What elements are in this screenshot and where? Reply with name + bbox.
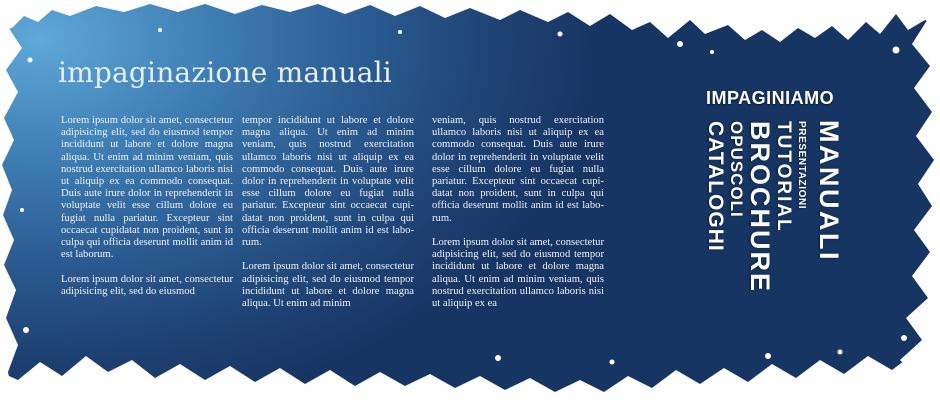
page-title: impaginazione manuali <box>58 56 392 89</box>
sidebar-heading: IMPAGINIAMO <box>706 88 835 108</box>
paragraph: Lorem ipsum dolor sit amet, consectetur adipisicing elit, sed do eiusmod tempor incididunt ut labore et dolore magna aliqua. Ut enim ad minim veniam, quis nostrud exercitation ullamco laboris nisi ut aliquip ex ea commodo consequat. Duis aute irure dolor in reprehenderit in voluptate velit esse cillum dolore eu fugiat nulla pariatur. Excepteur sint occaecat cupidatat non proident, sunt in culpa qui officia deserunt mollit anim id est laborum. <box>61 115 233 261</box>
paragraph: tempor incididunt ut labore et dolore magna aliqua. Ut enim ad minim veniam, quis nostrud exercitation ullamco laboris nisi ut aliquip ex ea commodo consequat. Duis aute irure dolor in reprehenderit in voluptate velit esse cillum dolore eu fugiat nulla pariatur. Excepteur sint occaecat cupidatat non proident, sunt in culpa qui officia deserunt mollit anim id est laborum. <box>242 115 414 249</box>
paragraph: Lorem ipsum dolor sit amet, consectetur adipisicing elit, sed do eiusmod <box>61 273 233 297</box>
word-opuscoli: OPUSCOLI <box>727 121 746 218</box>
paragraph: Lorem ipsum dolor sit amet, consectetur adipisicing elit, sed do eiusmod tempor incididunt ut labore et dolore magna aliqua. Ut enim ad minim veniam, quis nostrud exercitation ullamco laboris nisi ut aliquip ex ea <box>432 237 604 310</box>
word-cataloghi: CATALOGHI <box>704 121 727 252</box>
word-brochure: BROCHURE <box>745 121 775 294</box>
paragraph: Lorem ipsum dolor sit amet, consectetur adipisicing elit, sed do eiusmod tempor incididunt ut labore et dolore magna aliqua. Ut enim ad minim <box>242 261 414 310</box>
paragraph: veniam, quis nostrud exercitation ullamco laboris nisi ut aliquip ex ea commodo consequat. Duis aute irure dolor in reprehenderit in voluptate velit esse cillum dolore eu fugiat nulla pariatur. Excepteur sint occaecat cupidatat non proident, sunt in culpa qui officia deserunt mollit anim id est laborum. <box>432 115 604 224</box>
word-tutorial: TUTORIAL <box>773 121 794 233</box>
word-presentazioni: PRESENTAZIONI <box>796 121 807 210</box>
word-manuali: MANUALI <box>814 120 844 262</box>
